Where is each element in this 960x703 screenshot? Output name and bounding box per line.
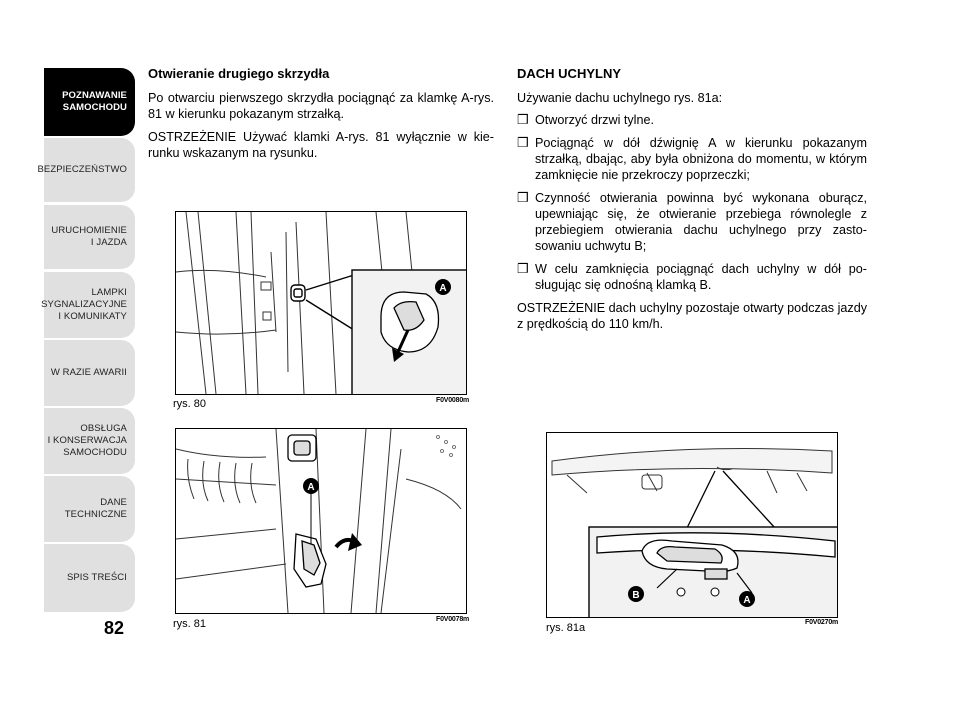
left-column xyxy=(148,66,494,168)
section-heading-roof-hatch: DACH UCHYLNY xyxy=(517,66,621,81)
right-column xyxy=(517,66,867,339)
list-item xyxy=(517,112,867,128)
figure-80-illustration xyxy=(175,211,467,395)
section-heading-second-wing: Otwieranie drugiego skrzydła xyxy=(148,66,330,81)
roof-intro: Używanie dachu uchylnego rys. 81a: xyxy=(517,91,723,105)
checkbox-bullet-icon: ❒ xyxy=(517,190,529,205)
tab-dane-techniczne[interactable]: DANE TECHNICZNE xyxy=(44,476,135,542)
warning-roof-speed: OSTRZEŻENIE dach uchylny pozostaje otwarty podczas jazdy z prędkością do 110 km/h. xyxy=(517,301,867,331)
checkbox-bullet-icon: ❒ xyxy=(517,135,529,150)
tab-bezpieczenstwo[interactable]: BEZPIECZEŃSTWO xyxy=(44,138,135,202)
figure-81a-marker-a: A xyxy=(743,595,751,606)
figure-80-marker-a: A xyxy=(439,283,447,294)
list-item xyxy=(517,135,867,183)
figure-81-caption: rys. 81 xyxy=(173,618,207,630)
list-item-text: Otworzyć drzwi tylne. xyxy=(535,113,654,127)
tab-spis-tresci[interactable]: SPIS TREŚCI xyxy=(44,544,135,612)
list-item-text: Czynność otwierania powinna być wykonana oburącz, upewniając się, że otwieranie przebiega równolegle z przebiegiem otwierania dachu uchylnego przy zasto-sowaniu uchwytu B; xyxy=(535,191,867,253)
figure-81a-caption: rys. 81a xyxy=(546,622,586,634)
list-item-text: Pociągnąć w dół dźwignię A w kierunku pokazanym strzałką, dbając, aby była obniżona do momentu, w którym zamknięcie nie przekroczy poprzeczki; xyxy=(535,136,867,182)
figure-80-code: F0V0080m xyxy=(436,397,470,404)
roof-hatch-drawing xyxy=(547,433,837,617)
checkbox-bullet-icon: ❒ xyxy=(517,112,529,127)
tab-w-razie-awarii[interactable]: W RAZIE AWARII xyxy=(44,340,135,406)
list-item xyxy=(517,190,867,254)
list-item-text: W celu zamknięcia pociągnąć dach uchylny w dół po-sługując się odnośną klamką B. xyxy=(535,262,867,292)
figure-81-marker-a: A xyxy=(307,482,315,493)
tab-lampki-sygnalizacyjne[interactable]: LAMPKI SYGNALIZACYJNE I KOMUNIKATY xyxy=(44,272,135,338)
figure-80-caption: rys. 80 xyxy=(173,398,207,410)
door-handle-drawing xyxy=(176,212,466,394)
tab-poznawanie-samochodu[interactable]: POZNAWANIE SAMOCHODU xyxy=(44,68,135,136)
paragraph-open-second-wing: Po otwarciu pierwszego skrzydła pociągnąć za klamkę A-rys. 81 w kierunku pokazanym strzałką. xyxy=(148,91,494,121)
warning-handle-a: OSTRZEŻENIE Używać klamki A-rys. 81 wyłącznie w kie-runku wskazanym na rysunku. xyxy=(148,130,494,160)
checkbox-bullet-icon: ❒ xyxy=(517,261,529,276)
figure-81a-marker-b: B xyxy=(632,590,640,601)
tab-obsluga-i-konserwacja[interactable]: OBSŁUGA I KONSERWACJA SAMOCHODU xyxy=(44,408,135,474)
figure-81-code: F0V0078m xyxy=(436,616,470,623)
page-number: 82 xyxy=(104,618,125,638)
second-wing-handle-drawing xyxy=(176,429,466,613)
figure-81a-illustration xyxy=(546,432,838,618)
list-item xyxy=(517,261,867,293)
figure-81a-code: F0V0270m xyxy=(805,619,839,626)
tab-uruchomienie-i-jazda[interactable]: URUCHOMIENIE I JAZDA xyxy=(44,205,135,269)
figure-81-illustration xyxy=(175,428,467,614)
